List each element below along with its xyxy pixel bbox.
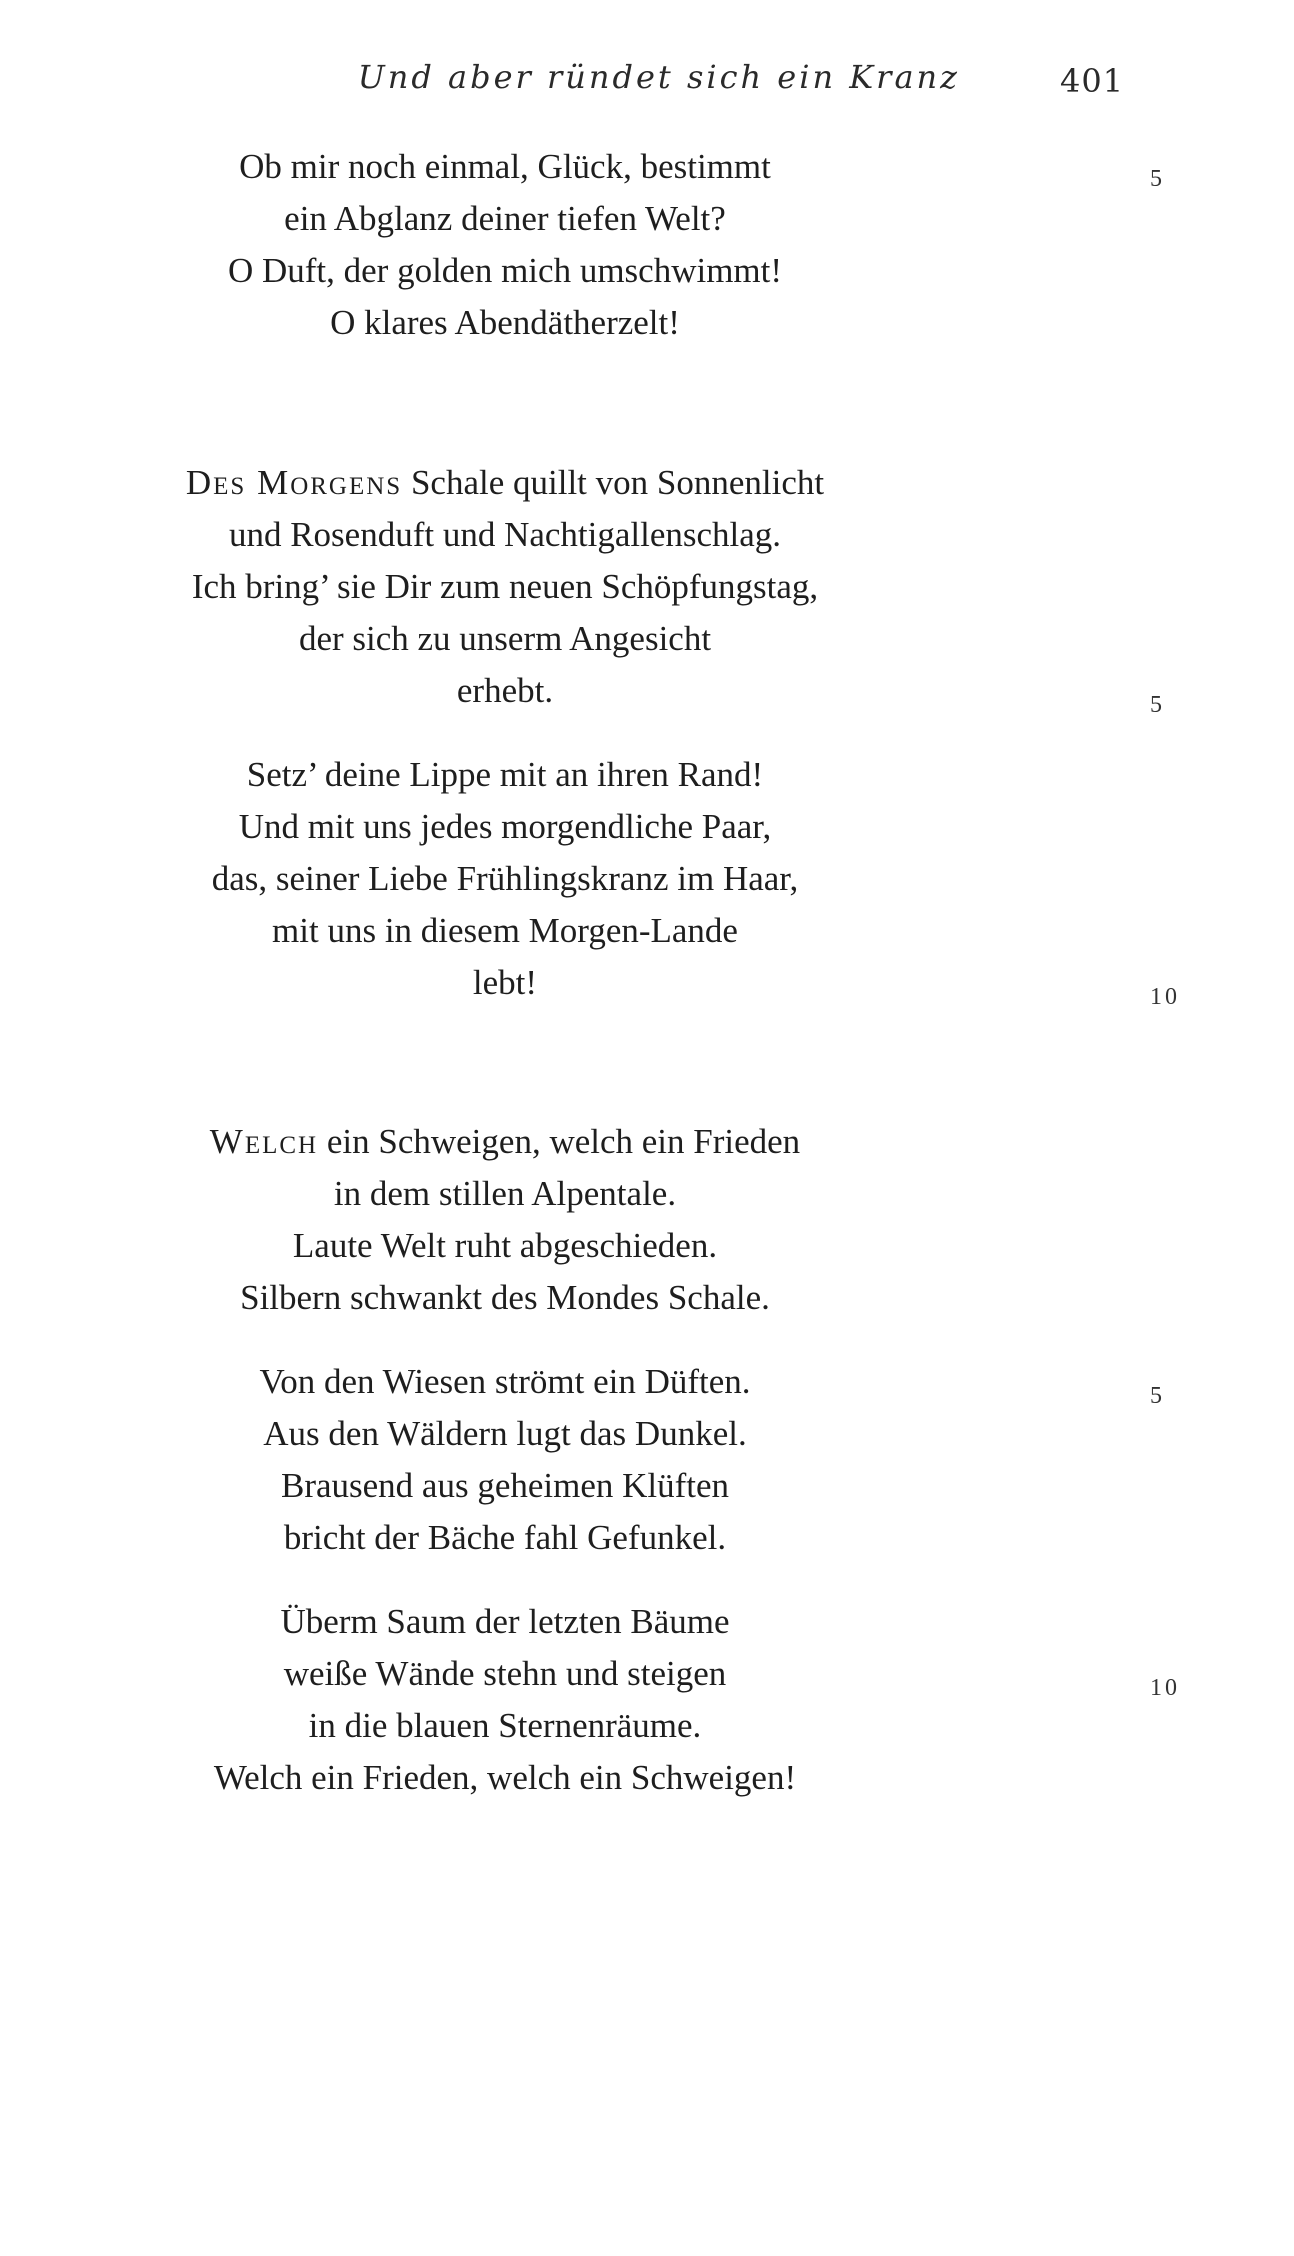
poem-line: bricht der Bäche fahl Gefunkel.: [283, 1518, 727, 1557]
poem-line: Aus den Wäldern lugt das Dunkel.: [263, 1414, 747, 1453]
poem-line: der sich zu unserm Angesicht: [298, 619, 712, 658]
line-number: 5: [1150, 166, 1165, 192]
running-title: Und aber ründet sich ein Kranz: [357, 58, 960, 96]
line-number: 10: [1150, 984, 1180, 1010]
poem-line: in die blauen Sternenräume.: [308, 1706, 702, 1745]
line-number: 10: [1150, 1675, 1180, 1701]
poem-line: Silbern schwankt des Mondes Schale.: [240, 1278, 770, 1317]
poem-line: Überm Saum der letzten Bäume: [280, 1602, 730, 1641]
poem-opening-small-caps: Welch: [209, 1122, 319, 1161]
poem-line: Welch ein Frieden, welch ein Schweigen!: [213, 1758, 797, 1797]
poem-line: Und mit uns jedes morgendliche Paar,: [238, 807, 772, 846]
poem-line: ein Abglanz deiner tiefen Welt?: [284, 199, 726, 238]
poem-line-text: ein Schweigen, welch ein Frieden: [318, 1122, 801, 1161]
line-number: 5: [1150, 692, 1165, 718]
poem-line: Brausend aus geheimen Klüften: [280, 1466, 730, 1505]
poem-line: O Duft, der golden mich umschwimmt!: [227, 251, 783, 290]
poem-line: Laute Welt ruht abgeschieden.: [292, 1226, 718, 1265]
poem-line: Ich bring’ sie Dir zum neuen Schöpfungstag,: [191, 567, 819, 606]
poem-line: in dem stillen Alpentale.: [333, 1174, 677, 1213]
poem-line: weiße Wände stehn und steigen: [283, 1654, 727, 1693]
poem-line: erhebt.: [456, 671, 554, 710]
page-number: 401: [1060, 62, 1125, 100]
line-number: 5: [1150, 1383, 1165, 1409]
poem-line: O klares Abendätherzelt!: [330, 303, 680, 342]
poem-line: das, seiner Liebe Frühlingskranz im Haar,: [211, 859, 799, 898]
poem-line: lebt!: [472, 963, 538, 1002]
poem-line-text: Schale quillt von Sonnenlicht: [402, 463, 825, 502]
poem-line: Von den Wiesen strömt ein Düften.: [259, 1362, 751, 1401]
poem-line: [130, 1122, 880, 1162]
poem-line: Ob mir noch einmal, Glück, bestimmt: [239, 147, 771, 186]
poem-line: und Rosenduft und Nachtigallenschlag.: [228, 515, 782, 554]
poem-line: [130, 463, 880, 503]
poem-opening-small-caps: Des Morgens: [185, 463, 403, 502]
poem-line: Setz’ deine Lippe mit an ihren Rand!: [246, 755, 764, 794]
poem-line: mit uns in diesem Morgen-Lande: [272, 911, 738, 950]
